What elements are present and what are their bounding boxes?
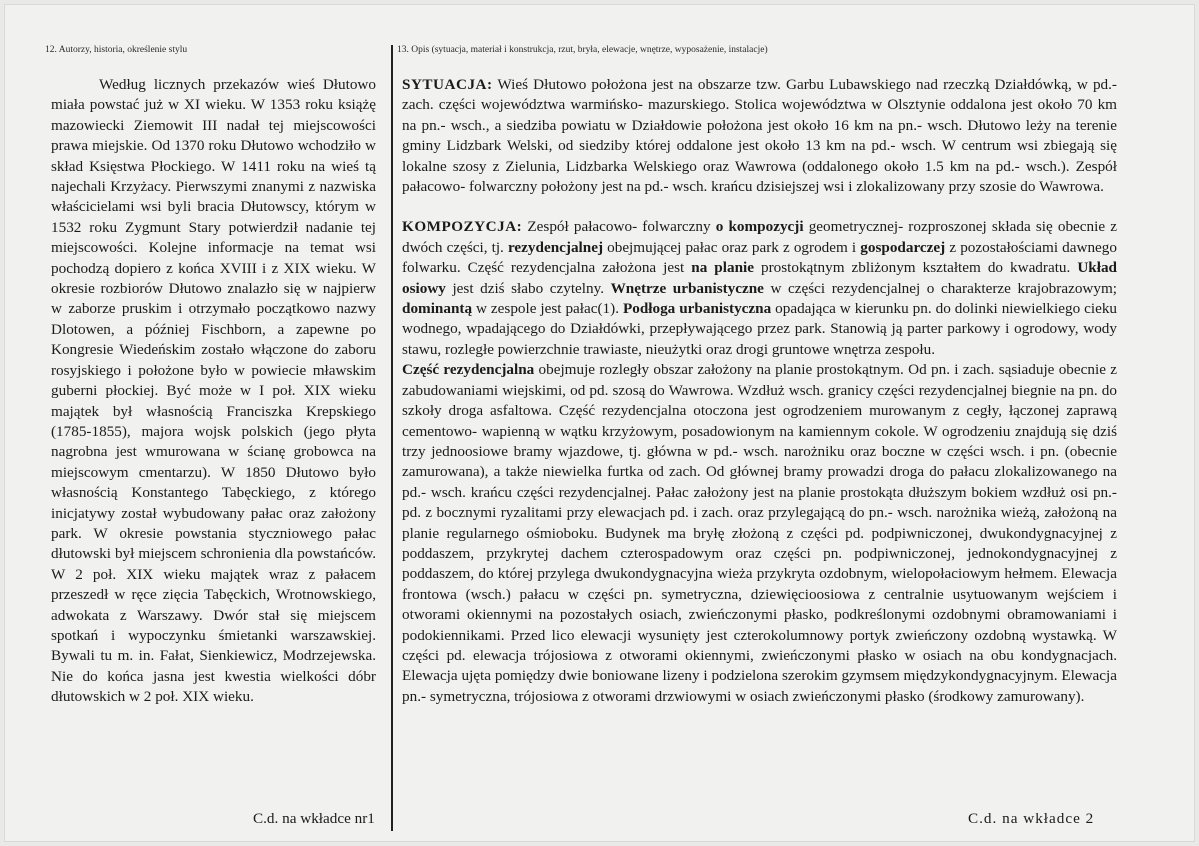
kompozycja-text: prostokątnym zbliżonym kształtem do kwadratu. (753, 259, 1078, 277)
sytuacja-paragraph (402, 75, 1117, 197)
sytuacja-heading: SYTUACJA: (402, 76, 493, 93)
kompozycja-text: z pozostałościami dawnego folwarku. Część rezydencjalna założona jest (402, 238, 1117, 277)
kompozycja-paragraph (402, 217, 1117, 360)
kompozycja-term: na planie (691, 259, 754, 277)
kompozycja-term: dominantą (402, 300, 473, 318)
kompozycja-text: geometrycznej- rozproszonej składa się obecnie z dwóch części, tj. (402, 218, 1117, 256)
kompozycja-term: o kompozycji (715, 218, 804, 236)
sytuacja-text: Wieś Dłutowo położona jest na obszarze tzw. Garbu Lubawskiego nad rzeczką Działdówką, w pd.- zach. części województwa warmińsko- mazurskiego. Stolica województwa w Olsztynie oddalona jest około 70 km na pn.- wsch., a siedziba powiatu w Działdowie położona jest około 16 km na pn.- wsch. Dłutowo leży na terenie gminy Lidzbark Welski, od siedziby której oddalone jest około 13 km na pd.- wsch. W centrum wsi zbiegają się lokalne szosy z Zielunia, Lidzbarka Welskiego oraz Wawrowa (oddalonego około 1.5 km na pd.- wsch.). Zespół pałacowo- folwarczny położony jest na pd.- wsch. krańcu dzisiejszej wsi i zlokalizowany przy szosie do Wawrowa. (402, 76, 1117, 196)
history-column (51, 75, 376, 827)
kompozycja-term: Podłoga urbanistyczna (622, 300, 772, 318)
czesc-rezydencjalna-paragraph (402, 360, 1117, 707)
kompozycja-term: Układ osiowy (402, 259, 1117, 297)
kompozycja-term: rezydencjalnej (507, 238, 604, 256)
kompozycja-heading: KOMPOZYCJA: (402, 218, 523, 236)
kompozycja-text: Zespół pałacowo- folwarczny (522, 218, 716, 236)
column-divider (391, 45, 393, 831)
kompozycja-text: w części rezydencjalnej o charakterze krajobrazowym; (763, 279, 1118, 297)
kompozycja-text: opadająca w kierunku pn. do dolinki niewielkiego cieku wodnego, wpadającego do Działdówki, przepływającego przez park. Stanowią ją parter parkowy i ogrodowy, wody stawu, rozległe powierzchnie trawiaste, nieużytki oraz drogi gruntowe wnętrza zespołu. (402, 300, 1118, 358)
document-page (4, 4, 1195, 842)
kompozycja-text: w zespole jest pałac(1). (472, 300, 623, 318)
left-continued-note: C.d. na wkładce nr1 (253, 810, 375, 827)
kompozycja-term: Wnętrze urbanistyczne (610, 279, 764, 297)
right-column-header: 13. Opis (sytuacja, materiał i konstrukcja, rzut, bryła, elewacje, wnętrze, wyposażenie, instalacje) (397, 45, 768, 55)
czesc-rezydencjalna-heading: Część rezydencjalna (402, 361, 535, 379)
right-continued-note: C.d. na wkładce 2 (968, 810, 1095, 827)
left-column-header: 12. Autorzy, historia, określenie stylu (45, 45, 188, 55)
kompozycja-text: jest dziś słabo czytelny. (445, 279, 611, 297)
kompozycja-text: obejmującej pałac oraz park z ogrodem i (603, 238, 861, 256)
description-column (402, 75, 1118, 827)
czesc-rezydencjalna-text: obejmuje rozległy obszar założony na planie prostokątnym. Od pn. i zach. sąsiaduje obecnie z zabudowaniami wiejskimi, od pd. szosą do Wawrowa. Wzdłuż wsch. granicy części rezydencjalnej biegnie na pn. do szkoły droga asfaltowa. Część rezydencjalna otoczona jest ogrodzeniem murowanym z cegły, łączonej zaprawą cementowo- wapienną w wątku krzyżowym, posadowionym na kamiennym cokole. W ogrodzeniu znajdują się dziś trzy jednoosiowe bramy wjazdowe, tj. główna w pd.- wsch. narożniku oraz boczne w części wsch. i pn. (obecnie zamurowana), a także niewielka furtka od zach. Od głównej bramy prowadzi droga do pałacu zlokalizowanego na pd.- wsch. krańcu części rezydencjalnej. Pałac założony jest na planie prostokąta dłuższym bokiem wzdłuż osi pn.- pd. z bocznymi ryzalitami przy elewacjach pd. i zach. oraz przylegającą do pn.- wsch. narożnika wieżą, założoną na planie regularnego ośmioboku. Budynek ma bryłę złożoną z części pd. podpiwniczonej, dwukondygnacyjnej z poddaszem, przykrytej dachem czterospadowym oraz części pn. podpiwniczonej, jednokondygnacyjnej z poddaszem, do której przylega dwukondygnacyjna wieża przykryta ozdobnym, wielopołaciowym hełmem. Elewacja frontowa (wsch.) pałacu w części pn. symetryczna, dziewięcioosiowa z centralnie usytuowanym wejściem i otworami okiennymi na pozostałych osiach, zwieńczonymi płasko, podkreślonymi ozdobnymi obramowaniami i podokiennikami. Przed lico elewacji wysunięty jest czterokolumnowy portyk zwieńczony ozdobną wystawką. W części pd. elewacja trójosiowa z otworami okiennymi, zwieńczonymi płasko w osiach na obu kondygnacjach. Elewacja ujęta pomiędzy dwie boniowane lizeny i podzielona szerokim gzymsem międzykondygnacyjnym. Elewacja pn.- symetryczna, trójosiowa z otworami drzwiowymi w osiach zwieńczonymi płasko (środkowy zamurowany). (402, 361, 1117, 705)
kompozycja-term: gospodarczej (860, 238, 946, 256)
history-text: Według licznych przekazów wieś Dłutowo miała powstać już w XI wieku. W 1353 roku książę mazowiecki Ziemowit III nadał tej miejscowości prawa miejskie. Od 1370 roku Dłutowo wchodziło w skład Księstwa Płockiego. W 1411 roku na wieś tą najechali Krzyżacy. Pierwszymi znanymi z nazwiska właścicielami wsi byli bracia Dłutowscy, którym w 1532 roku Zygmunt Stary potwierdził nadanie tej miejscowości. Kolejne informacje na temat wsi pochodzą dopiero z końca XVIII i z XIX wieku. W okresie rozbiorów Dłutowo znalazło się w najpierw w zaborze pruskim i otrzymało początkowo nazwy Dlotowen, a później Fischborn, a zapewne po Kongresie Wiedeńskim zostało włączone do zaboru rosyjskiego i położone było w powiecie mławskim guberni płockiej. Być może w I poł. XIX wieku majątek był własnością Franciszka Krepskiego (1785-1855), majora wojsk polskich (jego płyta nagrobna jest wmurowana w ścianę grobowca na miejscowym cmentarzu). W 1850 Dłutowo było własnością Konstantego Tabęckiego, z którego inicjatywy został wybudowany pałac oraz założony park. W okresie powstania styczniowego pałac dłutowski był miejscem schronienia dla powstańców. W 2 poł. XIX wieku majątek wraz z pałacem przeszedł w ręce zięcia Tabęckich, Wrotnowskiego, adwokata z Warszawy. Dwór stał się miejscem spotkań i wypoczynku śmietanki warszawskiej. Bywali tu m. in. Fałat, Sienkiewicz, Modrzejewska. Nie do końca jasna jest kwestia wielkości dóbr dłutowskich w 2 poł. XIX wieku. (51, 76, 376, 706)
